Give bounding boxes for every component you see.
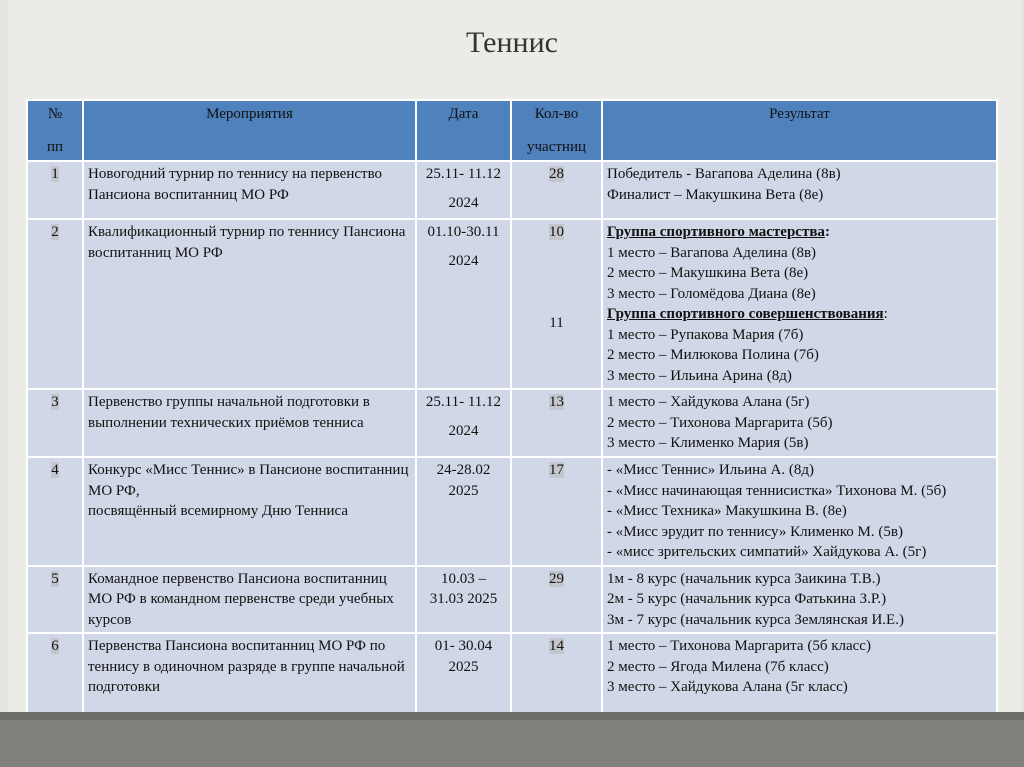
header-count: Кол-во участниц <box>511 100 602 161</box>
header-num: № пп <box>27 100 83 161</box>
row-date: 01- 30.04 2025 <box>416 633 511 719</box>
row-date: 25.11- 11.12 2024 <box>416 161 511 219</box>
row-count: 14 <box>511 633 602 719</box>
header-event: Мероприятия <box>83 100 416 161</box>
row-event: Квалификационный турнир по теннису Пансиона воспитанниц МО РФ <box>83 219 416 389</box>
row-num: 5 <box>27 566 83 634</box>
table-row <box>27 219 997 389</box>
row-num: 4 <box>27 457 83 566</box>
row-num: 2 <box>27 219 83 389</box>
table-row <box>27 633 997 719</box>
row-result: Победитель - Вагапова Аделина (8в) Финалист – Макушкина Вета (8е) <box>602 161 997 219</box>
row-event: Первенство группы начальной подготовки в выполнении технических приёмов тенниса <box>83 389 416 457</box>
row-result: 1 место – Хайдукова Алана (5г) 2 место – Тихонова Маргарита (5б) 3 место – Клименко Мария (5в) <box>602 389 997 457</box>
row-event: Конкурс «Мисс Теннис» в Пансионе воспитанниц МО РФ, посвящённый всемирному Дню Тенниса <box>83 457 416 566</box>
table-row <box>27 389 997 457</box>
row-result: 1м - 8 курс (начальник курса Заикина Т.В.) 2м - 5 курс (начальник курса Фатькина З.Р.) 3м - 7 курс (начальник курса Землянская И.Е.) <box>602 566 997 634</box>
row-result: - «Мисс Теннис» Ильина А. (8д) - «Мисс начинающая теннисистка» Тихонова М. (5б) - «Мисс Техника» Макушкина В. (8е) - «Мисс эрудит по теннису» Клименко М. (5в) - «мисс зрительских симпатий» Хайдукова А. (5г) <box>602 457 997 566</box>
footer-band <box>0 712 1024 767</box>
row-event: Первенства Пансиона воспитанниц МО РФ по теннису в одиночном разряде в группе начальной подготовки <box>83 633 416 719</box>
row-count: 10 11 <box>511 219 602 389</box>
table-row <box>27 566 997 634</box>
page-title: Теннис <box>466 26 558 59</box>
row-num: 1 <box>27 161 83 219</box>
footer-strip <box>0 712 1024 720</box>
row-count: 13 <box>511 389 602 457</box>
row-num: 6 <box>27 633 83 719</box>
events-table <box>26 99 998 720</box>
row-date: 01.10-30.11 2024 <box>416 219 511 389</box>
row-event: Командное первенство Пансиона воспитанниц МО РФ в командном первенстве среди учебных курсов <box>83 566 416 634</box>
header-result: Результат <box>602 100 997 161</box>
row-event: Новогодний турнир по теннису на первенство Пансиона воспитанниц МО РФ <box>83 161 416 219</box>
row-count: 28 <box>511 161 602 219</box>
row-result: Группа спортивного мастерства: 1 место – Вагапова Аделина (8в) 2 место – Макушкина Вета (8е) 3 место – Голомёдова Диана (8е) Группа спортивного совершенствования: 1 место – Рупакова Мария (7б) 2 место – Милюкова Полина (7б) 3 место – Ильина Арина (8д) <box>602 219 997 389</box>
row-date: 10.03 – 31.03 2025 <box>416 566 511 634</box>
row-date: 25.11- 11.12 2024 <box>416 389 511 457</box>
header-date: Дата <box>416 100 511 161</box>
row-num: 3 <box>27 389 83 457</box>
table-row <box>27 457 997 566</box>
table-header <box>27 100 997 161</box>
row-count: 17 <box>511 457 602 566</box>
table-row <box>27 161 997 219</box>
row-count: 29 <box>511 566 602 634</box>
row-date: 24-28.02 2025 <box>416 457 511 566</box>
row-result: 1 место – Тихонова Маргарита (5б класс) 2 место – Ягода Милена (7б класс) 3 место – Хайдукова Алана (5г класс) <box>602 633 997 719</box>
